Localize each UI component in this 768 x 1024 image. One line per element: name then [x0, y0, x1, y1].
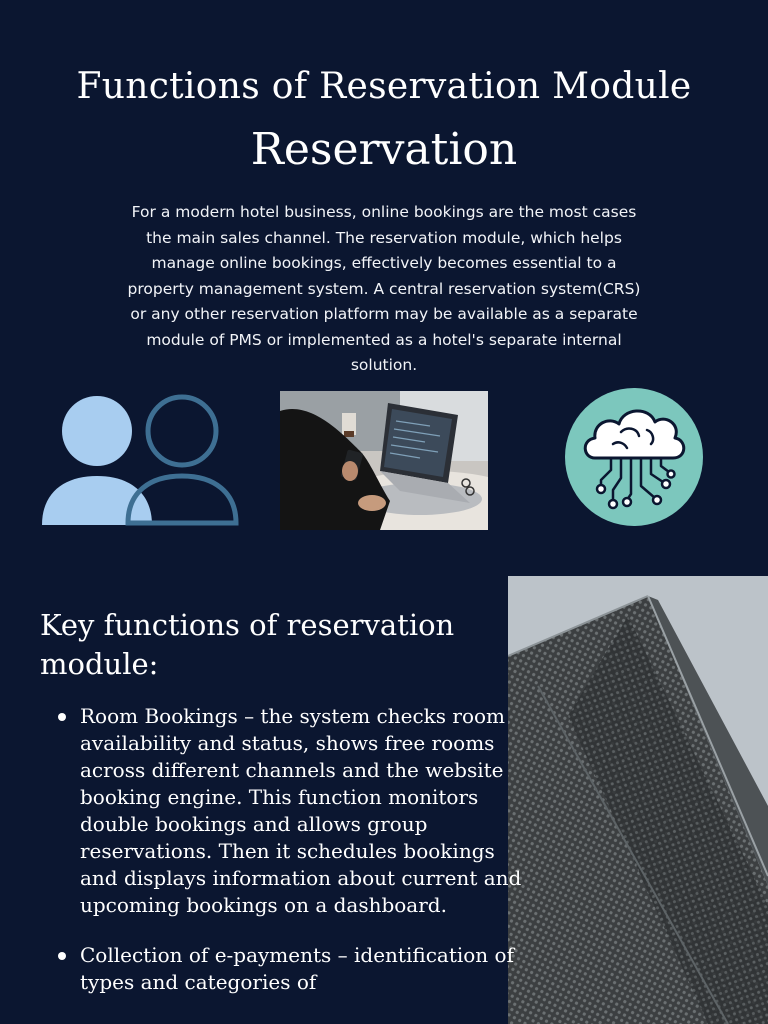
building-photo	[508, 576, 768, 1024]
list-item: Collection of e-payments – identification of types and categories of	[80, 942, 528, 996]
key-functions-heading: Key functions of reservation module:	[40, 608, 455, 681]
intro-paragraph: For a modern hotel business, online bookings are the most cases the main sales channel. The reservation module, which helps manage online bookings, effectively becomes essential to a property management system. A central reservation system(CRS) or any other reservation platform may be available as a separate module of PMS or implemented as a hotel's separate internal solution.	[127, 203, 641, 374]
laptop-photo	[280, 391, 488, 530]
users-icon	[40, 392, 240, 528]
section-title: Reservation	[250, 124, 518, 175]
list-item: Room Bookings – the system checks room availability and status, shows free rooms across different channels and the website booking engine. This function monitors double bookings and allows group reservations. Then it schedules bookings and displays information about current and upcoming bookings on a dashboard.	[80, 703, 528, 919]
cloud-network-icon	[563, 386, 705, 528]
page-title: Functions of Reservation Module	[76, 66, 692, 107]
key-functions-list	[38, 703, 528, 1019]
